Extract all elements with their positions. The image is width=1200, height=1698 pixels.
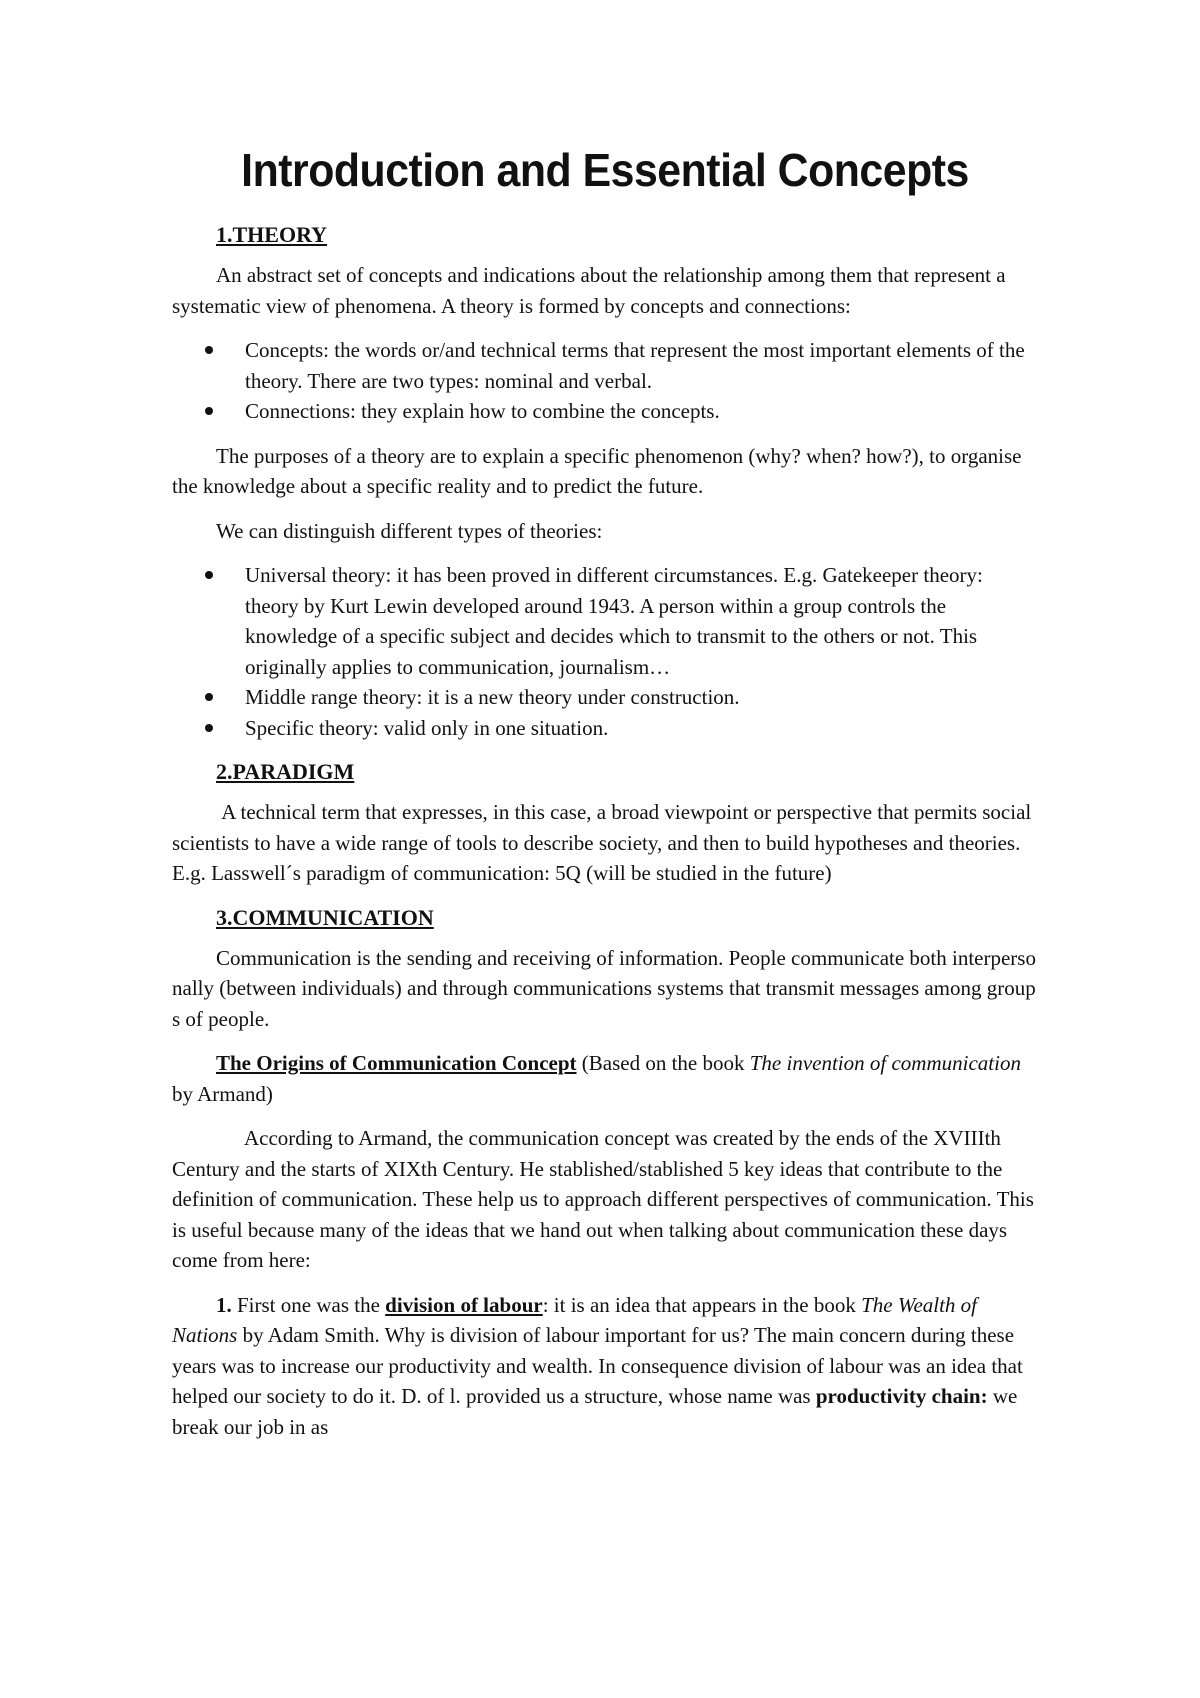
- bullet-icon: [205, 407, 213, 415]
- section-heading-communication: 3.COMMUNICATION: [216, 904, 434, 930]
- book-title: The Wealth of Nations: [172, 1292, 978, 1347]
- armand-paragraph: According to Armand, the communication concept was created by the ends of the XVIIIth Century and the starts of XIXth Century. He stablished/stablished 5 key ideas that contribute to the definition of communication. These help us to approach different perspectives of communication. This is useful because many of the ideas that we hand out when talking about communication these days come from here:: [172, 1126, 1034, 1272]
- list-item: Connections: they explain how to combine the concepts.: [172, 396, 1038, 427]
- document-page: [172, 140, 1038, 1456]
- section-heading-theory: 1.THEORY: [216, 222, 328, 247]
- theory-types-list: [172, 560, 1038, 743]
- theory-intro: An abstract set of concepts and indications about the relationship among them that represent a systematic view of phenomena. A theory is formed by concepts and connections:: [172, 263, 1006, 318]
- point-1-paragraph: 1. First one was the division of labour: it is an idea that appears in the book The Wealth of Nations by Adam Smith. Why is division of labour important for us? The main concern during these years was to increase our productivity and wealth. In consequence division of labour was an idea that helped our society to do it. D. of l. provided us a structure, whose name was productivity chain: we break our job in as: [172, 1292, 1023, 1439]
- list-item: Specific theory: valid only in one situation.: [172, 713, 1038, 744]
- document-title: Introduction and Essential Concepts: [241, 144, 969, 196]
- list-item: Middle range theory: it is a new theory under construction.: [172, 682, 1038, 713]
- key-term: division of labour: [385, 1292, 543, 1317]
- theory-components-list: [172, 335, 1038, 427]
- paradigm-body: A technical term that expresses, in this case, a broad viewpoint or perspective that permits social scientists to have a wide range of tools to describe society, and then to build hypotheses and theories. E.g. Lasswell´s paradigm of communication: 5Q (will be studied in the future): [172, 800, 1037, 885]
- list-item: Concepts: the words or/and technical terms that represent the most important elements of the theory. There are two types: nominal and verbal.: [172, 335, 1038, 396]
- point-number: 1.: [216, 1292, 232, 1317]
- key-term: productivity chain:: [815, 1384, 988, 1408]
- bullet-icon: [205, 693, 213, 701]
- bullet-icon: [205, 346, 213, 354]
- origins-subheading: The Origins of Communication Concept: [216, 1051, 577, 1075]
- communication-body: Communication is the sending and receiving of information. People communicate both interpersonally (between individuals) and through communications systems that transmit messages among groups of people.: [172, 945, 1036, 1031]
- origins-paragraph: The Origins of Communication Concept (Based on the book The invention of communication by Armand): [172, 1051, 1021, 1106]
- list-item: Universal theory: it has been proved in different circumstances. E.g. Gatekeeper theory: theory by Kurt Lewin developed around 1943. A person within a group controls the knowledge of a specific subject and decides which to transmit to the others or not. This originally applies to communication, journalism…: [172, 560, 1038, 682]
- book-title: The invention of communication: [749, 1051, 1021, 1075]
- section-heading-paradigm: 2.PARADIGM: [216, 759, 355, 784]
- theory-purposes: The purposes of a theory are to explain a specific phenomenon (why? when? how?), to organise the knowledge about a specific reality and to predict the future.: [172, 443, 1022, 498]
- theory-types-intro: We can distinguish different types of theories:: [216, 518, 603, 543]
- bullet-icon: [205, 571, 213, 579]
- bullet-icon: [205, 724, 213, 732]
